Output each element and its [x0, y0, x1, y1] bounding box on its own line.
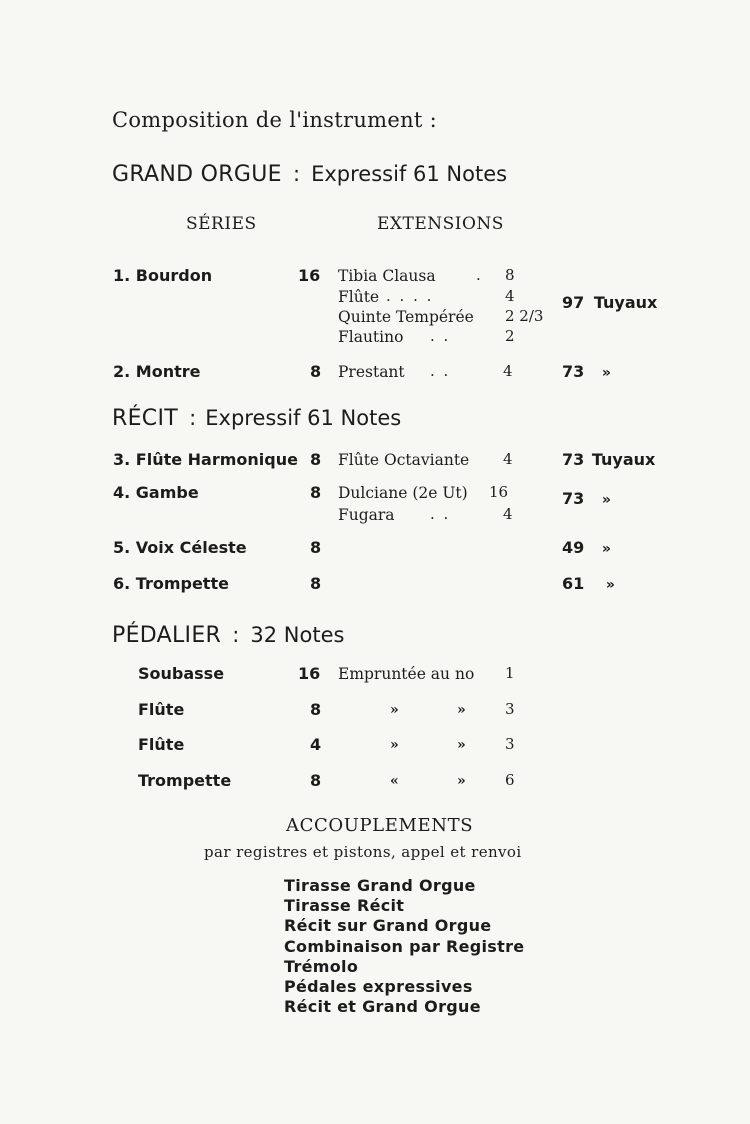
extension-dots: . . . . [386, 287, 434, 305]
pipe-count-unit: » [601, 365, 611, 381]
extension-feet: 2 2/3 [505, 307, 544, 325]
ditto-mark: » [457, 773, 466, 789]
coupler-item: Récit et Grand Orgue [284, 997, 481, 1016]
pipe-count [562, 538, 611, 557]
pedal-stop-ref: 1 [505, 664, 515, 682]
couplers-subtitle: par registres et pistons, appel et renvoi [204, 843, 522, 861]
stop-feet: 8 [310, 362, 322, 381]
pipe-count [562, 362, 611, 381]
pedal-stop-name: Flûte [138, 735, 185, 754]
pipe-count-value: 73 [562, 489, 585, 508]
stop-name: 6. Trompette [113, 574, 229, 593]
ditto-mark: » [457, 737, 466, 753]
pedal-stop-name: Soubasse [138, 664, 225, 683]
pedal-stop-name: Trompette [138, 771, 232, 790]
extension-dots: . . [430, 362, 451, 380]
pedal-stop-feet: 8 [310, 771, 322, 790]
division-separator: : [292, 162, 301, 186]
column-header-extensions: EXTENSIONS [377, 214, 504, 234]
extension-feet: 2 [505, 327, 515, 345]
pedal-stop-name: Flûte [138, 700, 185, 719]
extension-feet: 16 [489, 483, 509, 501]
ditto-mark: » [457, 702, 466, 718]
division-subtitle: Expressif 61 Notes [311, 162, 508, 186]
pedal-stop-ref: 6 [505, 771, 515, 789]
pedal-stop-source: Empruntée au no [338, 665, 475, 683]
extension-name: Tibia Clausa [338, 267, 436, 285]
pedal-stop-feet: 4 [310, 735, 322, 754]
extension-dots: . . [430, 505, 451, 523]
recit-heading [112, 406, 401, 431]
stop-feet: 16 [298, 266, 321, 285]
extension-feet: 4 [503, 505, 513, 523]
pipe-count [562, 489, 611, 508]
extension-name: Flautino [338, 328, 404, 346]
grand-orgue-heading [112, 162, 507, 187]
couplers-title: ACCOUPLEMENTS [286, 815, 474, 836]
coupler-item: Tirasse Récit [284, 896, 405, 915]
extension-dots: . [476, 266, 483, 284]
pipe-count-value: 73 [562, 362, 585, 381]
stop-name: 1. Bourdon [113, 266, 213, 285]
extension-feet: 8 [505, 266, 515, 284]
stop-name: 3. Flûte Harmonique [113, 450, 298, 469]
division-subtitle: Expressif 61 Notes [205, 406, 402, 430]
extension-name: Prestant [338, 363, 405, 381]
pedal-stop-feet: 8 [310, 700, 322, 719]
coupler-item: Combinaison par Registre [284, 937, 525, 956]
coupler-item: Tirasse Grand Orgue [284, 876, 476, 895]
pedal-stop-ref: 3 [505, 700, 515, 718]
pipe-count [562, 293, 657, 312]
pipe-count [562, 574, 615, 593]
pipe-count-unit: » [601, 541, 611, 557]
pedal-stop-ref: 3 [505, 735, 515, 753]
coupler-item: Trémolo [284, 957, 359, 976]
division-name: GRAND ORGUE [112, 162, 282, 187]
division-name: PÉDALIER [112, 623, 222, 648]
extension-feet: 4 [505, 287, 515, 305]
pipe-count-unit: Tuyaux [593, 293, 658, 312]
pipe-count-unit: Tuyaux [591, 450, 656, 469]
stop-name: 2. Montre [113, 362, 201, 381]
division-subtitle: 32 Notes [250, 623, 345, 647]
pipe-count-value: 73 [562, 450, 585, 469]
stop-feet: 8 [310, 450, 322, 469]
pipe-count-value: 97 [562, 293, 585, 312]
page-title: Composition de l'instrument : [112, 108, 438, 132]
stop-name: 5. Voix Céleste [113, 538, 247, 557]
extension-name: Flûte [338, 288, 380, 306]
coupler-item: Récit sur Grand Orgue [284, 916, 492, 935]
coupler-item: Pédales expressives [284, 977, 473, 996]
stop-name: 4. Gambe [113, 483, 199, 502]
ditto-mark: « [390, 773, 399, 789]
extension-dots: . . [430, 327, 451, 345]
division-separator: : [232, 623, 240, 647]
stop-feet: 8 [310, 574, 322, 593]
pipe-count-value: 49 [562, 538, 585, 557]
division-name: RÉCIT [112, 406, 178, 431]
pipe-count-unit: » [601, 492, 611, 508]
extension-name: Flûte Octaviante [338, 451, 470, 469]
pedalier-heading [112, 623, 344, 648]
pipe-count-value: 61 [562, 574, 585, 593]
column-header-series: SÉRIES [186, 214, 257, 234]
ditto-mark: » [390, 702, 399, 718]
extension-name: Fugara [338, 506, 395, 524]
ditto-mark: » [390, 737, 399, 753]
pedal-stop-feet: 16 [298, 664, 321, 683]
extension-feet: 4 [503, 362, 513, 380]
division-separator: : [189, 406, 197, 430]
extension-name: Dulciane (2e Ut) [338, 484, 468, 502]
stop-feet: 8 [310, 538, 322, 557]
extension-name: Quinte Tempérée [338, 308, 474, 326]
pipe-count-unit: » [605, 577, 615, 593]
pipe-count [562, 450, 655, 469]
stop-feet: 8 [310, 483, 322, 502]
extension-feet: 4 [503, 450, 513, 468]
